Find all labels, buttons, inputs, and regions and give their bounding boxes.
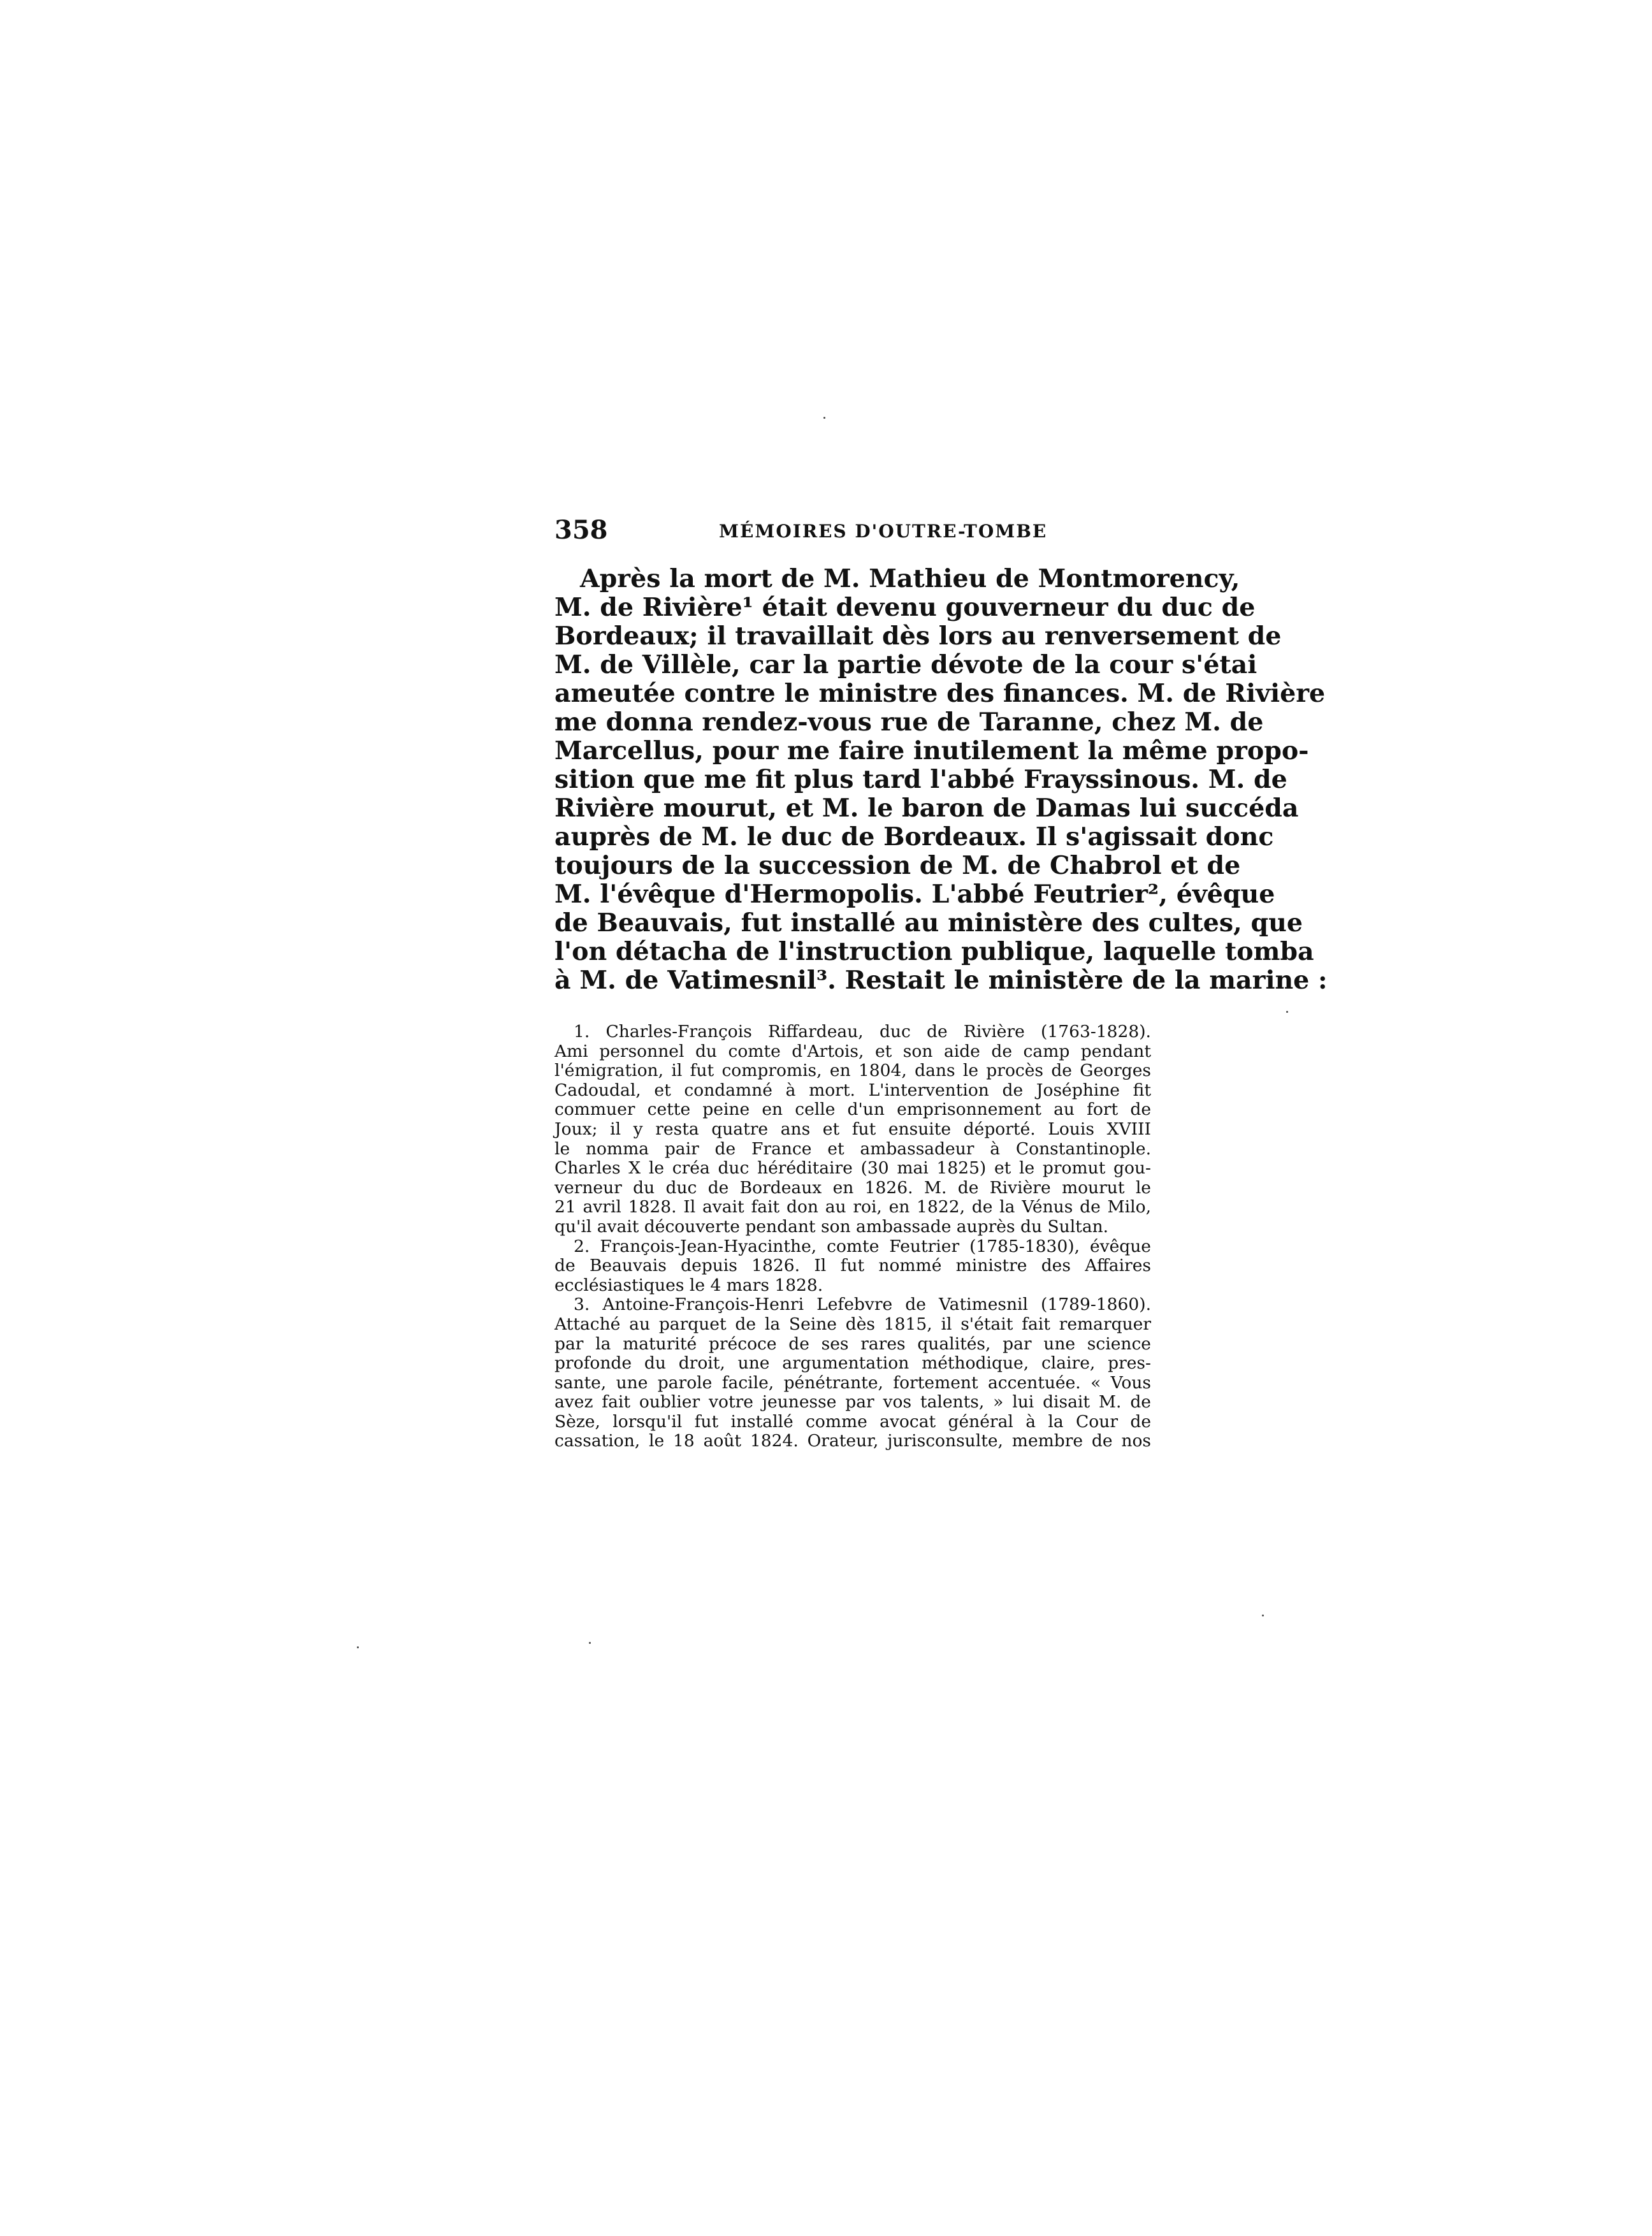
- footnote-line: 2. François-Jean-Hyacinthe, comte Feutrier (1785-1830), évêque: [574, 1236, 1151, 1256]
- body-text: [554, 564, 1328, 995]
- footnote-line: Attaché au parquet de la Seine dès 1815, il s'était fait remarquer: [554, 1314, 1151, 1334]
- footnote-line: par la maturité précoce de ses rares qualités, par une science: [554, 1333, 1151, 1354]
- body-line: de Beauvais, fut installé au ministère des cultes, que: [554, 908, 1303, 938]
- footnote-line: cassation, le 18 août 1824. Orateur, jurisconsulte, membre de nos: [554, 1431, 1151, 1451]
- footnote-line: profonde du droit, une argumentation méthodique, claire, pres-: [554, 1353, 1151, 1374]
- footnote-line: 1. Charles-François Riffardeau, duc de Rivière (1763-1828).: [574, 1022, 1151, 1042]
- body-line: Marcellus, pour me faire inutilement la même propo-: [554, 736, 1309, 766]
- body-line: M. de Rivière¹ était devenu gouverneur du duc de: [554, 593, 1256, 622]
- body-line: me donna rendez-vous rue de Taranne, chez M. de: [554, 708, 1264, 737]
- page-number: 358: [554, 515, 608, 545]
- scan-speck: [1286, 1011, 1288, 1013]
- body-line: M. de Villèle, car la partie dévote de la cour s'étai: [554, 650, 1257, 679]
- footnote-line: Ami personnel du comte d'Artois, et son aide de camp pendant: [554, 1041, 1151, 1061]
- footnote-line: commuer cette peine en celle d'un emprisonnement au fort de: [554, 1100, 1151, 1120]
- footnote-line: ecclésiastiques le 4 mars 1828.: [554, 1275, 823, 1295]
- footnote-line: de Beauvais depuis 1826. Il fut nommé ministre des Affaires: [554, 1256, 1151, 1276]
- footnote-line: sante, une parole facile, pénétrante, fortement accentuée. « Vous: [554, 1372, 1151, 1393]
- page-header: [554, 515, 1151, 546]
- footnote-line: le nomma pair de France et ambassadeur à Constantinople.: [554, 1138, 1151, 1159]
- footnote-line: l'émigration, il fut compromis, en 1804, dans le procès de Georges: [554, 1061, 1151, 1081]
- body-line: l'on détacha de l'instruction publique, laquelle tomba: [554, 937, 1314, 966]
- body-line: M. l'évêque d'Hermopolis. L'abbé Feutrier², évêque: [554, 880, 1275, 909]
- footnote-line: Charles X le créa duc héréditaire (30 mai 1825) et le promut gou-: [554, 1158, 1151, 1179]
- footnote-line: Sèze, lorsqu'il fut installé comme avocat général à la Cour de: [554, 1411, 1151, 1432]
- footnote-line: verneur du duc de Bordeaux en 1826. M. de Rivière mourut le: [554, 1177, 1151, 1198]
- body-line: Bordeaux; il travaillait dès lors au renversement de: [554, 621, 1282, 651]
- body-line: Rivière mourut, et M. le baron de Damas lui succéda: [554, 794, 1299, 823]
- footnote-line: Cadoudal, et condamné à mort. L'intervention de Joséphine fit: [554, 1080, 1151, 1100]
- scan-speck: [823, 417, 825, 419]
- body-line: toujours de la succession de M. de Chabrol et de: [554, 851, 1241, 880]
- scan-speck: [589, 1642, 591, 1644]
- running-title: MÉMOIRES D'OUTRE-TOMBE: [719, 521, 1048, 542]
- body-line: sition que me fit plus tard l'abbé Frayssinous. M. de: [554, 765, 1287, 794]
- scan-speck: [357, 1646, 359, 1648]
- footnote-line: avez fait oublier votre jeunesse par vos talents, » lui disait M. de: [554, 1392, 1151, 1412]
- scan-speck: [1262, 1615, 1264, 1616]
- footnote-line: 21 avril 1828. Il avait fait don au roi, en 1822, de la Vénus de Milo,: [554, 1197, 1151, 1217]
- footnote-line: Joux; il y resta quatre ans et fut ensuite déporté. Louis XVIII: [554, 1119, 1151, 1139]
- body-line: Après la mort de M. Mathieu de Montmorency,: [580, 564, 1240, 593]
- body-line: auprès de M. le duc de Bordeaux. Il s'agissait donc: [554, 822, 1274, 852]
- body-line: à M. de Vatimesnil³. Restait le ministère de la marine :: [554, 966, 1328, 995]
- footnotes: [554, 1022, 1151, 1451]
- body-line: ameutée contre le ministre des finances. M. de Rivière: [554, 679, 1326, 708]
- footnote-line: qu'il avait découverte pendant son ambassade auprès du Sultan.: [554, 1216, 1109, 1237]
- footnote-line: 3. Antoine-François-Henri Lefebvre de Vatimesnil (1789-1860).: [574, 1295, 1151, 1315]
